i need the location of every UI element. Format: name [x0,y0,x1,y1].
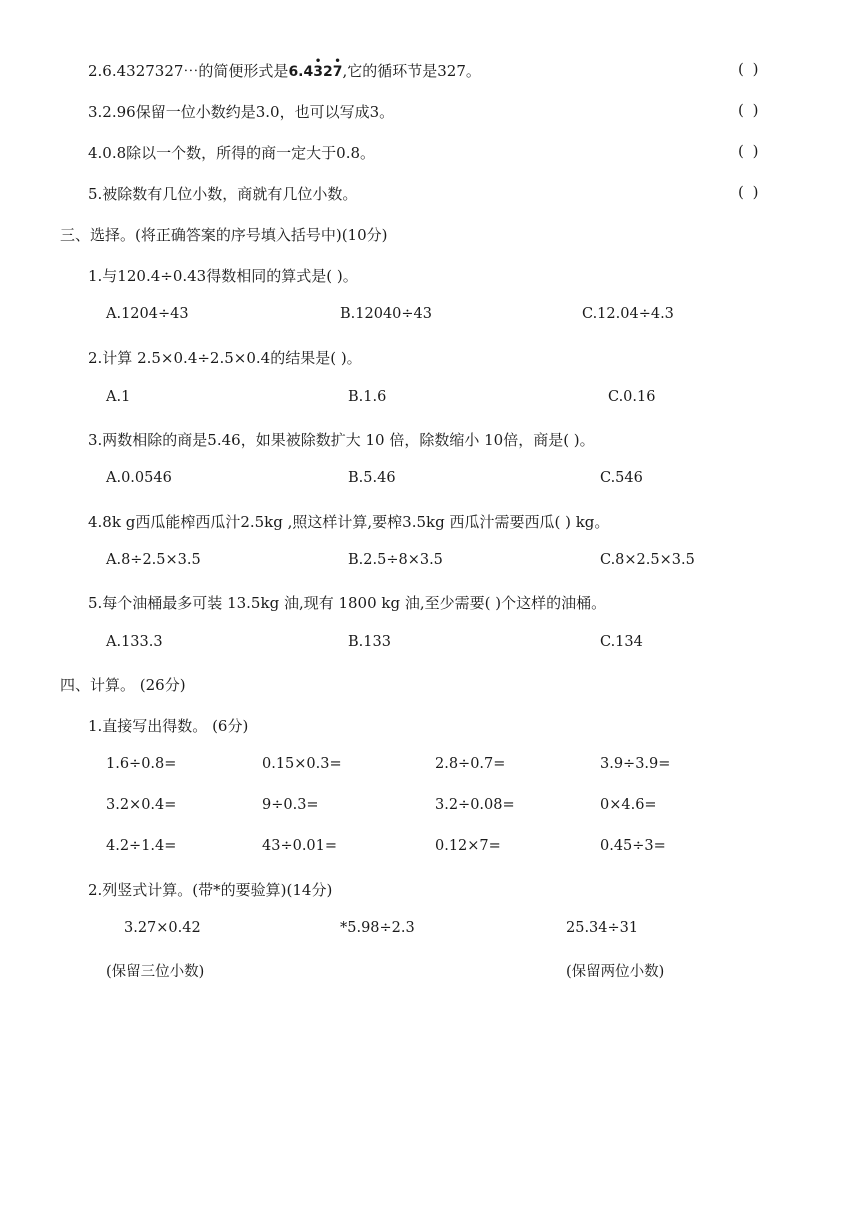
choice-2-option-a[interactable]: A.1 [106,389,131,405]
repeat-dot-icon: • [334,56,341,67]
vertical-calc-1: 3.27×0.42 [124,920,201,936]
vertical-calc-3-note: (保留两位小数) [566,964,665,980]
choice-question-3: 3.两数相除的商是5.46，如果被除数扩大 10 倍，除数缩小 10倍，商是( )。 [88,431,595,449]
judge-question-4: 4.0.8除以一个数，所得的商一定大于0.8。 [88,144,376,162]
vertical-calc-2: *5.98÷2.3 [340,920,415,936]
section-4-sub-2: 2.列竖式计算。(带*的要验算)(14分) [88,881,333,899]
choice-5-option-b[interactable]: B.133 [348,634,391,650]
vertical-calc-3: 25.34÷31 [566,920,639,936]
calc-item: 0.15×0.3= [262,756,342,772]
choice-1-option-b[interactable]: B.12040÷43 [340,306,432,322]
answer-paren[interactable]: ( ) [738,183,761,201]
choice-4-option-a[interactable]: A.8÷2.5×3.5 [106,552,201,568]
choice-3-option-b[interactable]: B.5.46 [348,470,396,486]
choice-2-option-c[interactable]: C.0.16 [608,389,656,405]
calc-item: 9÷0.3= [262,797,319,813]
section-4-sub-1: 1.直接写出得数。 (6分) [88,717,249,735]
choice-5-option-a[interactable]: A.133.3 [106,634,163,650]
choice-1-option-a[interactable]: A.1204÷43 [106,306,189,322]
section-3-title: 三、选择。(将正确答案的序号填入括号中)(10分) [60,226,388,244]
choice-3-option-a[interactable]: A.0.0546 [106,470,172,486]
judge-question-3: 3.2.96保留一位小数约是3.0，也可以写成3。 [88,103,395,121]
choice-4-option-b[interactable]: B.2.5÷8×3.5 [348,552,443,568]
repeating-digit-start: • 3 [313,56,323,80]
choice-question-1: 1.与120.4÷0.43得数相同的算式是( )。 [88,267,358,285]
judge-question-2 [88,56,481,81]
calc-item: 0.45÷3= [600,838,666,854]
choice-question-5: 5.每个油桶最多可装 13.5kg 油,现有 1800 kg 油,至少需要( )个这样的油桶。 [88,594,607,612]
repeating-decimal-part-a: 6.4 [288,64,314,80]
choice-4-option-c[interactable]: C.8×2.5×3.5 [600,552,695,568]
choice-question-2: 2.计算 2.5×0.4÷2.5×0.4的结果是( )。 [88,349,362,367]
calc-item: 2.8÷0.7= [435,756,506,772]
repeating-decimal-part-c: 2 [323,64,333,80]
choice-1-option-c[interactable]: C.12.04÷4.3 [582,306,674,322]
repeating-decimal [288,56,343,80]
choice-question-4: 4.8k g西瓜能榨西瓜汁2.5kg ,照这样计算,要榨3.5kg 西瓜汁需要西瓜( ) kg。 [88,513,610,531]
calc-item: 0.12×7= [435,838,501,854]
choice-2-option-b[interactable]: B.1.6 [348,389,387,405]
judge-q2-suffix: ,它的循环节是327。 [342,62,481,80]
calc-item: 4.2÷1.4= [106,838,177,854]
repeating-digit-end: • 7 [332,56,343,80]
answer-paren[interactable]: ( ) [738,142,761,160]
section-4-title: 四、计算。 (26分) [60,676,186,694]
choice-3-option-c[interactable]: C.546 [600,470,643,486]
calc-item: 0×4.6= [600,797,657,813]
answer-paren[interactable]: ( ) [738,60,761,78]
answer-paren[interactable]: ( ) [738,101,761,119]
vertical-calc-1-note: (保留三位小数) [106,964,205,980]
calc-item: 3.2÷0.08= [435,797,515,813]
calc-item: 43÷0.01= [262,838,338,854]
calc-item: 1.6÷0.8= [106,756,177,772]
choice-5-option-c[interactable]: C.134 [600,634,643,650]
calc-item: 3.9÷3.9= [600,756,671,772]
repeat-dot-icon: • [314,56,322,67]
calc-item: 3.2×0.4= [106,797,177,813]
judge-q2-prefix: 2.6.4327327⋯的简便形式是 [88,62,289,80]
judge-question-5: 5.被除数有几位小数，商就有几位小数。 [88,185,358,203]
